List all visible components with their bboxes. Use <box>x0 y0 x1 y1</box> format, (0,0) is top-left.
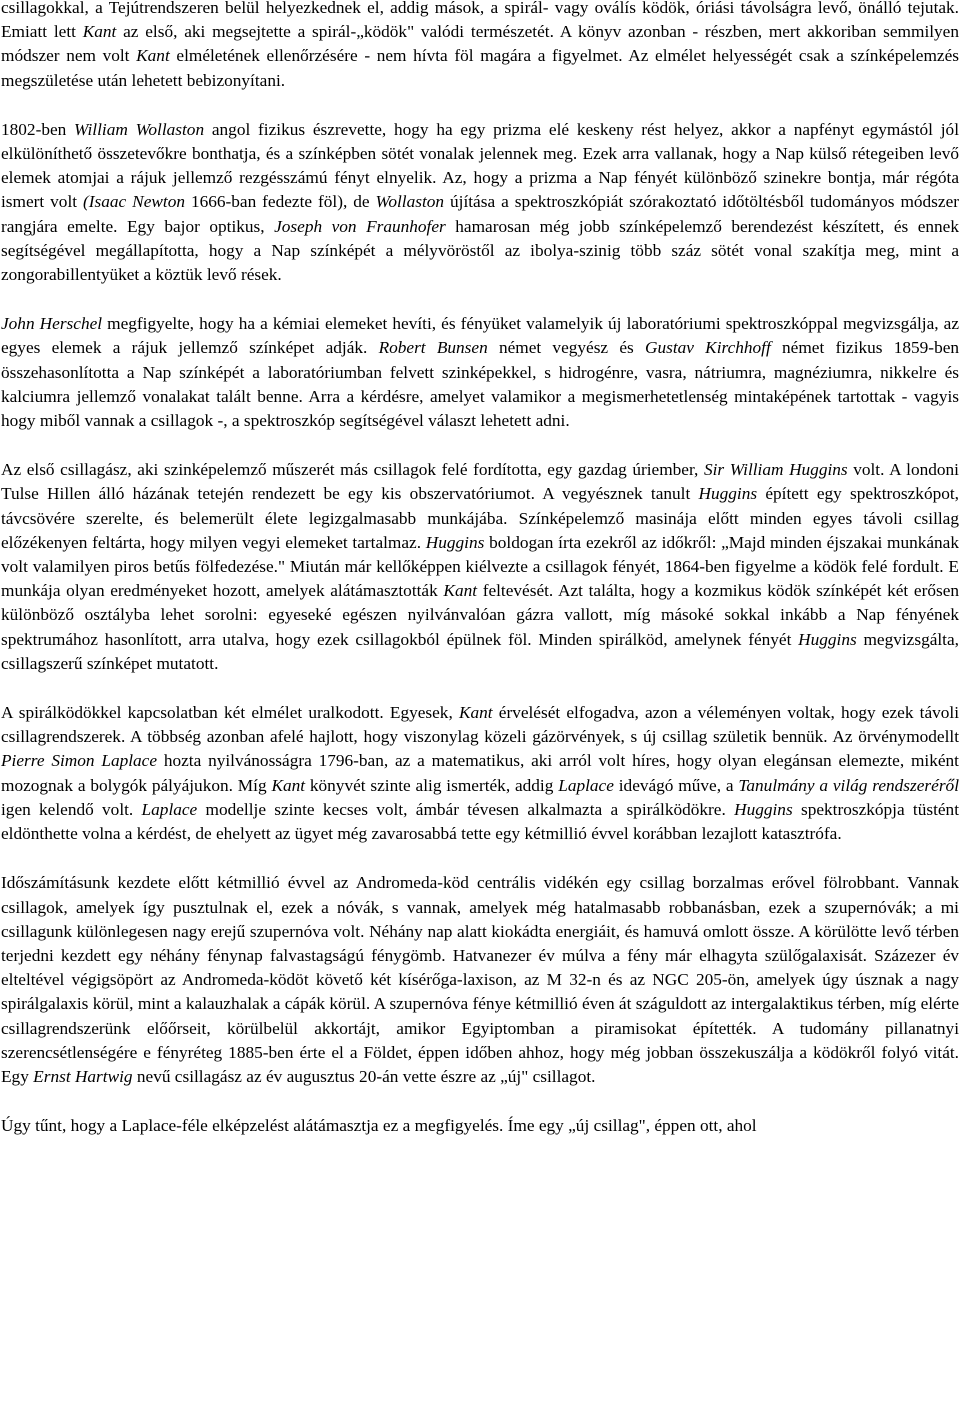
italic-name-run: Kant <box>82 22 117 42</box>
text-run: megfigyelte, hogy ha a kémiai elemeket hevíti, és fényüket valamelyik új laboratóriumi spektroszkóppal megvizsgálja, az egyes elemek a rájuk jellemző színképet adják. <box>1 314 959 358</box>
text-run: hozta nyilvánosságra 1796-ban, az a matematikus, aki arról volt híres, hogy olyan elegánsan elemezte, miként mozognak a bolygók pályájukon. Míg <box>1 751 959 795</box>
text-run: Időszámításunk kezdete előtt kétmillió évvel az Andromeda-köd centrális vidékén egy csillag borzalmas erővel fölrobbant. Vannak csillagok, amelyek így pusztulnak el, ezek a nóvák, s vannak, amelyek még hatalmasabb robbanásban, ezek a szupernóvák; a mi csillagunk különlegesen nagy erejű szupernóva volt. Néhány nap alatt kiokádta energiáit, és hamuvá omlott össze. A körülötte levő térben terjedni kezdett egy néhány fénynap falvastagságú fénygömb. Hatvanezer év múlva a fény már elhagyta szülőgalaxisát. Százezer év elteltével végigsöpört az Andromeda-ködöt követő két kísérőga-laxison, az M 32-n és az NGC 205-ön, amelyek úgy úsznak a nagy spirálgalaxis körül, mint a kalauzhalak a cápák körül. A szupernóva fénye kétmillió éven át száguldott az intergalaktikus térben, míg elérte csillagrendszerünk előőrseit, körülbelül akkortájt, amikor Egyiptomban a piramisokat építették. A tudomány pillanatnyi szerencsétlenségére e fényréteg 1885-ben érte el a Földet, éppen időben ahhoz, hogy még jobban összekuszálja a ködökről folyó vitát. Egy <box>1 873 959 1086</box>
italic-name-run: Sir William Huggins <box>703 460 848 480</box>
document-page <box>1 0 959 1138</box>
text-run: A spirálködökkel kapcsolatban két elmélet uralkodott. Egyesek, <box>1 703 459 723</box>
paragraph-herschel-bunsen-kirchhoff <box>1 312 959 433</box>
text-run: német fizikus 1859-ben összehasonlította a Nap színképét a laboratóriumban felvett szinképekkel, s hidrogénre, vasra, nátriumra, magnéziumra, nikkelre és kalciumra jellemző vonalakat talált benne. Arra a kérdésre, amelyet valamikor a megismerhetetlenség mintaképének tartottak - vagyis hogy miből vannak a csillagok -, a spektroszkóp segítségével választ lehetett adni. <box>1 338 960 431</box>
paragraph-kant-spiral-nebulae <box>1 0 959 93</box>
italic-name-run: Kant <box>458 703 493 723</box>
italic-name-run: (Isaac Newton <box>83 192 185 212</box>
italic-name-run: Laplace <box>558 775 614 795</box>
text-run: elméletének ellenőrzésére - nem hívta föl magára a figyelmet. Az elmélet helyességét csak a színképelemzés megszületése után lehetett bebizonyítani. <box>1 46 959 90</box>
text-run: hamarosan még jobb színképelemző berendezést készített, és ennek segítségével megállapította, hogy a Nap színképét a mélyvöröstől az ibolya-szinig több száz sötét vonal szakítja meg, mint a zongorabillentyüket a köztük levő rések. <box>1 216 959 285</box>
text-run: spektroszkópja tüstént eldönthette volna a kérdést, de ehelyett az ügyet még zavarosabbá tette egy kétmillió évvel korábban lezajlott katasztrófa. <box>1 799 959 844</box>
text-run: boldogan írta ezekről az időkről: „Majd minden éjszakai munkának volt valamilyen piros betűs fölfedezése." Miután már kellőképpen kiélvezte a csillagok fényét, 1864-ben figyelme a ködök felé fordult. E munkája olyan eredményeket hozott, amelyek alátámasztották <box>1 532 959 601</box>
italic-name-run: Wollaston <box>375 192 445 212</box>
text-run: Az első csillagász, aki szinképelemző műszerét más csillagok felé fordította, egy gazdag úriember, <box>1 460 704 480</box>
italic-name-run: Huggins <box>698 484 758 504</box>
paragraph-spiral-nebula-theories <box>1 701 959 846</box>
paragraph-wollaston-spectroscopy <box>1 118 959 287</box>
italic-name-run: Huggins <box>734 799 793 819</box>
text-run: 1802-ben <box>1 119 75 139</box>
italic-name-run: Kant <box>136 46 170 66</box>
text-run: újítása a spektroszkópiát szórakoztató időtöltésből tudományos módszer rangjára emelte. Egy bajor optikus, <box>1 192 959 236</box>
italic-name-run: Kant <box>443 581 478 601</box>
italic-name-run: William Wollaston <box>74 119 205 139</box>
italic-name-run: Kant <box>271 775 306 795</box>
text-run: angol fizikus észrevette, hogy ha egy prizma elé keskeny rést helyez, akkor a napfényt egymástól jól elkülöníthető összetevőkre bonthatja, és a színképben sötét vonalak jelennek meg. Ezek arra vallanak, hogy a Nap külső rétegeiben levő elemek atomjai a rájuk jellemző rezgésszámú fényt elnyelik. Az, hogy a prizma a Nap fényét különböző szinekre bontja, már régóta ismert volt <box>1 119 959 212</box>
text-run: modellje szinte kecses volt, ámbár tévesen alkalmazta a spirálködökre. <box>197 799 735 819</box>
text-run: könyvét szinte alig ismerték, addig <box>305 775 559 795</box>
italic-name-run: Huggins <box>798 629 857 649</box>
text-run: német vegyész és <box>487 338 645 358</box>
text-run: az első, aki megsejtette a spirál-„ködök" valódi természetét. A könyv azonban - részben, mert akkoriban semmilyen módszer nem volt <box>1 22 959 66</box>
text-run: csillagokkal, a Tejútrendszeren belül helyezkednek el, addig mások, a spirál- vagy oválís ködök, óriási távolságra levő, önálló tejutak. Emiatt lett <box>1 0 959 42</box>
text-run: 1666-ban fedezte föl), de <box>184 192 376 212</box>
text-run: igen kelendő volt. <box>1 799 142 819</box>
paragraph-huggins-observatory <box>1 458 959 676</box>
italic-name-run: Tanulmány a világ rendszeréről <box>738 775 959 795</box>
italic-name-run: Ernst Hartwig <box>33 1066 133 1086</box>
text-run: nevű csillagász az év augusztus 20-án vette észre az „új" csillagot. <box>132 1066 596 1086</box>
text-run: Úgy tűnt, hogy a Laplace-féle elképzelést alátámasztja ez a megfigyelés. Íme egy „új csillag", éppen ott, ahol <box>1 1116 757 1136</box>
italic-name-run: Joseph von Fraunhofer <box>274 216 446 236</box>
italic-name-run: Pierre Simon Laplace <box>1 751 158 771</box>
paragraph-andromeda-supernova <box>1 871 959 1089</box>
italic-name-run: Laplace <box>141 799 198 819</box>
italic-name-run: Robert Bunsen <box>378 338 488 358</box>
text-run: feltevését. Azt találta, hogy a kozmikus ködök színképét két erősen különböző osztályba lehet sorolni: egyeseké egészen nyilvánvalóan gázra vallott, míg másoké sokkal inkább a Nap fényének spektrumához hasonlított, arra utalva, hogy ezek csillagokból épülnek föl. Minden spirálköd, amelynek fényét <box>1 581 959 649</box>
text-run: idevágó műve, a <box>613 775 739 795</box>
paragraph-laplace-observation <box>1 1114 959 1138</box>
italic-name-run: Gustav Kirchhoff <box>644 338 771 358</box>
text-run: volt. A londoni Tulse Hillen álló házának tetején rendezett be egy kis obszervatóriumot. A vegyésznek tanult <box>1 460 959 504</box>
italic-name-run: Huggins <box>425 532 485 552</box>
text-run: érvelését elfogadva, azon a véleményen voltak, hogy ezek távoli csillagrendszerek. A többség azonban afelé hajlott, hogy viszonylag közeli gázörvények, s új csillag születik bennük. Az örvénymodellt <box>1 703 959 747</box>
text-run: megvizsgálta, csillagszerű színképet mutatott. <box>1 629 959 673</box>
text-run: épített egy spektroszkópot, távcsövére szerelte, és belemerült élete legizgalmasabb munkájába. Színképelemző masinája előtt minden egyes távoli csillag előzékenyen feltárta, hogy milyen vegyi elemeket tartalmaz. <box>1 484 959 552</box>
italic-name-run: John Herschel <box>1 314 103 334</box>
